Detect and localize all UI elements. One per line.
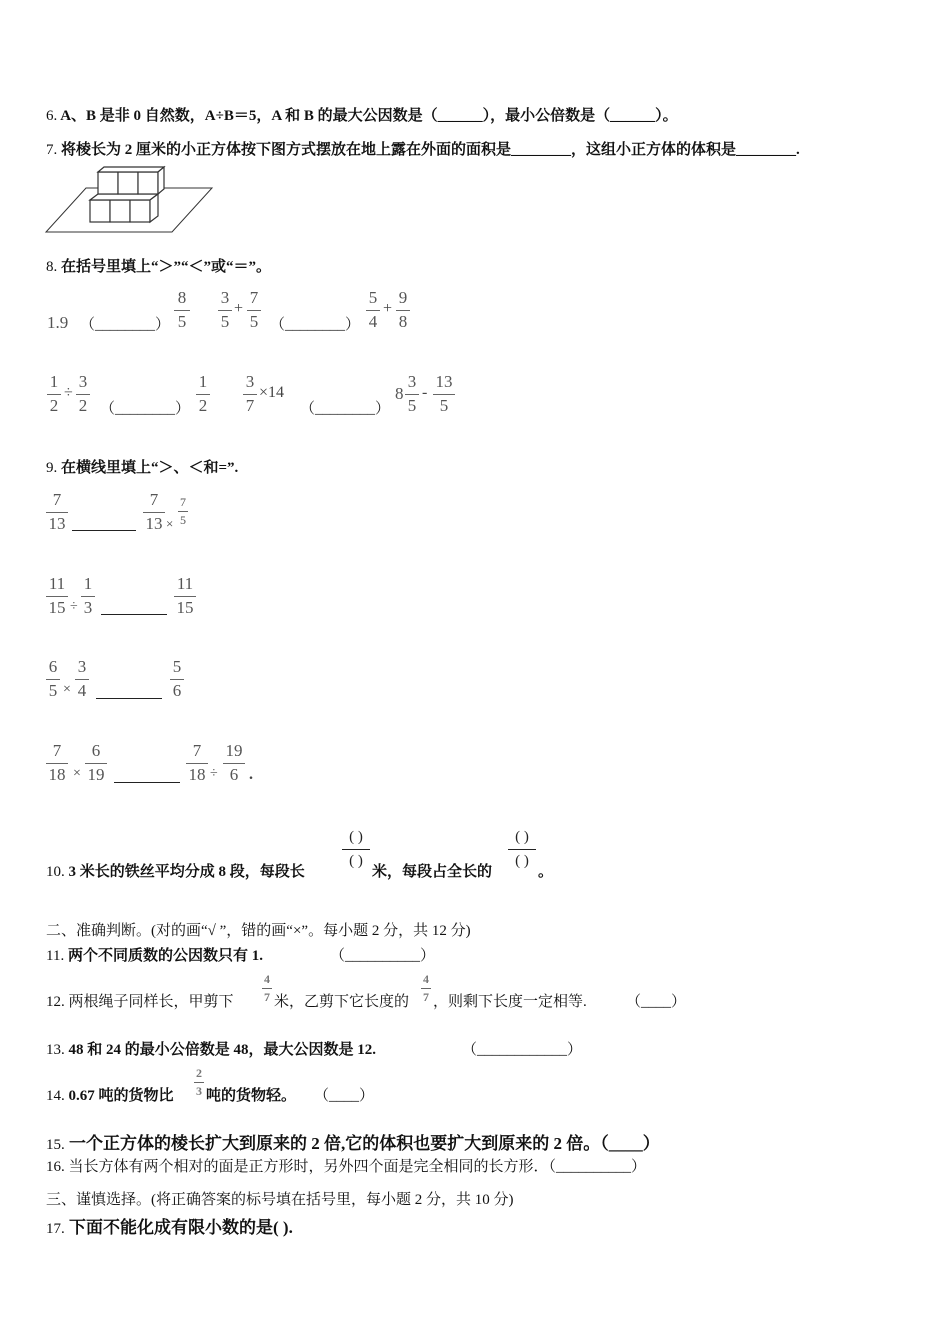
section-2-heading: 二、准确判断。(对的画“√ ”，错的画“×”。每小题 2 分，共 12 分) xyxy=(46,923,471,939)
question-7-text: 将棱长为 2 厘米的小正方体按下图方式摆放在地上露在外面的面积是________，这组小正方体的体积是________. xyxy=(61,142,800,158)
cubes-figure xyxy=(44,164,216,236)
q9-r4-d: 19 6 xyxy=(223,741,245,785)
q14-text-b: 吨的货物轻。 xyxy=(206,1088,297,1104)
q9-r3-op: × xyxy=(63,682,71,697)
q10-fraction-blank-1[interactable]: ( ) ( ) xyxy=(342,827,370,871)
q12-text-c: ，则剩下长度一定相等. xyxy=(433,994,587,1010)
question-11: 11. 两个不同质数的公因数只有 1. xyxy=(46,948,263,964)
q8-r1c2-right-a: 5 4 xyxy=(366,288,380,332)
question-16: 16. 当长方体有两个相对的面是正方形时，另外四个面是完全相同的长方形．（__________） xyxy=(46,1159,647,1175)
q14-text-a: 0.67 吨的货物比 xyxy=(68,1088,174,1104)
q13-answer-blank[interactable]: （____________） xyxy=(462,1042,583,1058)
q10-text-c: 。 xyxy=(538,864,554,880)
q9-r2-b: 1 3 xyxy=(81,574,95,618)
q12-fraction-1: 4 7 xyxy=(264,972,270,1004)
q8-r2c1-right: 1 2 xyxy=(196,372,210,416)
q11-answer-blank[interactable]: （__________） xyxy=(330,948,436,964)
question-9: 9. 在横线里填上“＞、＜和=”. xyxy=(46,460,239,476)
q8-r2c2-blank[interactable]: （________） xyxy=(300,401,391,417)
question-15: 15. 一个正方体的棱长扩大到原来的 2 倍,它的体积也要扩大到原来的 2 倍。（____） xyxy=(46,1134,660,1153)
q8-r2c1-left-a: 1 2 xyxy=(47,372,61,416)
q9-r1-op: × xyxy=(166,516,174,531)
q12-fraction-2: 4 7 xyxy=(423,972,429,1004)
section-3-heading: 三、谨慎选择。(将正确答案的标号填在括号里，每小题 2 分，共 10 分) xyxy=(46,1192,514,1208)
q8-r2c2-minus: - xyxy=(422,384,428,401)
question-8-text: 在括号里填上“＞”“＜”或“＝”。 xyxy=(61,259,272,275)
question-12: 12. 两根绳子同样长，甲剪下 xyxy=(46,994,234,1010)
q14-answer-blank[interactable]: （____） xyxy=(314,1088,375,1104)
question-13: 13. 48 和 24 的最小公倍数是 48，最大公因数是 12. xyxy=(46,1042,377,1058)
q9-r4-c: 7 18 xyxy=(186,741,208,785)
question-7: 7. 将棱长为 2 厘米的小正方体按下图方式摆放在地上露在外面的面积是________，这组小正方体的体积是________. xyxy=(46,142,800,158)
q9-r3-c: 5 6 xyxy=(170,657,184,701)
q8-r2c2-right-b: 13 5 xyxy=(433,372,455,416)
q9-r1-b: 7 13 xyxy=(143,490,165,534)
q9-r4-op2: ÷ xyxy=(210,766,218,781)
q8-r2c1-blank[interactable]: （________） xyxy=(100,401,191,417)
q8-r1c1-left: 1.9 xyxy=(47,313,69,332)
q9-r2-blank[interactable] xyxy=(101,614,167,615)
question-6-text: A、B 是非 0 自然数，A÷B＝5，A 和 B 的最大公因数是（______），最小公倍数是（______）。 xyxy=(60,108,678,124)
q9-r2-c: 11 15 xyxy=(174,574,196,618)
q9-r1-blank[interactable] xyxy=(72,530,136,531)
q8-r1c2-left-a: 3 5 xyxy=(218,288,232,332)
q8-r2c2-right-a: 3 5 xyxy=(405,372,419,416)
q17-text: 下面不能化成有限小数的是( ). xyxy=(69,1218,293,1237)
q11-text: 两个不同质数的公因数只有 1. xyxy=(67,948,263,964)
q12-answer-blank[interactable]: （____） xyxy=(626,994,687,1010)
q9-r4-end: . xyxy=(249,766,253,783)
q8-r2c2-times: ×14 xyxy=(259,384,285,401)
q12-text-b: 米，乙剪下它长度的 xyxy=(274,994,410,1010)
q9-r4-a: 7 18 xyxy=(46,741,68,785)
q9-r3-b: 3 4 xyxy=(75,657,89,701)
question-6: 6. A、B 是非 0 自然数，A÷B＝5，A 和 B 的最大公因数是（______），最小公倍数是（______）。 xyxy=(46,108,678,124)
q13-text: 48 和 24 的最小公倍数是 48，最大公因数是 12. xyxy=(68,1042,377,1058)
q15-text: 一个正方体的棱长扩大到原来的 2 倍,它的体积也要扩大到原来的 2 倍。（____） xyxy=(69,1134,660,1153)
q8-r2c2-right-whole: 8 xyxy=(395,384,404,403)
q9-r1-c: 7 5 xyxy=(180,495,186,527)
q8-r2c1-div: ÷ xyxy=(64,384,73,401)
q8-r1c2-left-b: 7 5 xyxy=(247,288,261,332)
q9-r1-a: 7 13 xyxy=(46,490,68,534)
q8-r1c2-right-b: 9 8 xyxy=(396,288,410,332)
q16-text: 当长方体有两个相对的面是正方形时，另外四个面是完全相同的长方形．（__________） xyxy=(68,1159,647,1175)
q8-r1c1-blank[interactable]: （________） xyxy=(80,317,171,333)
question-10: 10. 3 米长的铁丝平均分成 8 段，每段长 xyxy=(46,864,305,880)
q8-r2c2-left-a: 3 7 xyxy=(243,372,257,416)
q10-text-a: 3 米长的铁丝平均分成 8 段，每段长 xyxy=(68,864,305,880)
q9-r2-op: ÷ xyxy=(70,599,78,614)
question-17: 17. 下面不能化成有限小数的是( ). xyxy=(46,1218,293,1237)
q8-r1c2-right-plus: + xyxy=(383,300,393,317)
q9-r4-b: 6 19 xyxy=(85,741,107,785)
q9-r3-a: 6 5 xyxy=(46,657,60,701)
question-14: 14. 0.67 吨的货物比 xyxy=(46,1088,174,1104)
q12-text-a: 两根绳子同样长，甲剪下 xyxy=(68,994,234,1010)
q9-r4-blank[interactable] xyxy=(114,782,180,783)
q8-r1c1-right-fraction: 8 5 xyxy=(174,288,190,332)
q8-r1c2-blank[interactable]: （________） xyxy=(270,317,361,333)
q10-fraction-blank-2[interactable]: ( ) ( ) xyxy=(508,827,536,871)
q9-r4-op: × xyxy=(73,766,81,781)
q9-r3-blank[interactable] xyxy=(96,698,162,699)
question-9-text: 在横线里填上“＞、＜和=”. xyxy=(61,460,239,476)
q8-r1c2-plus: + xyxy=(234,300,244,317)
question-8: 8. 在括号里填上“＞”“＜”或“＝”。 xyxy=(46,259,272,275)
q9-r2-a: 11 15 xyxy=(46,574,68,618)
q10-text-b: 米，每段占全长的 xyxy=(372,864,493,880)
q14-fraction: 2 3 xyxy=(196,1066,202,1098)
q8-r2c1-left-b: 3 2 xyxy=(76,372,90,416)
